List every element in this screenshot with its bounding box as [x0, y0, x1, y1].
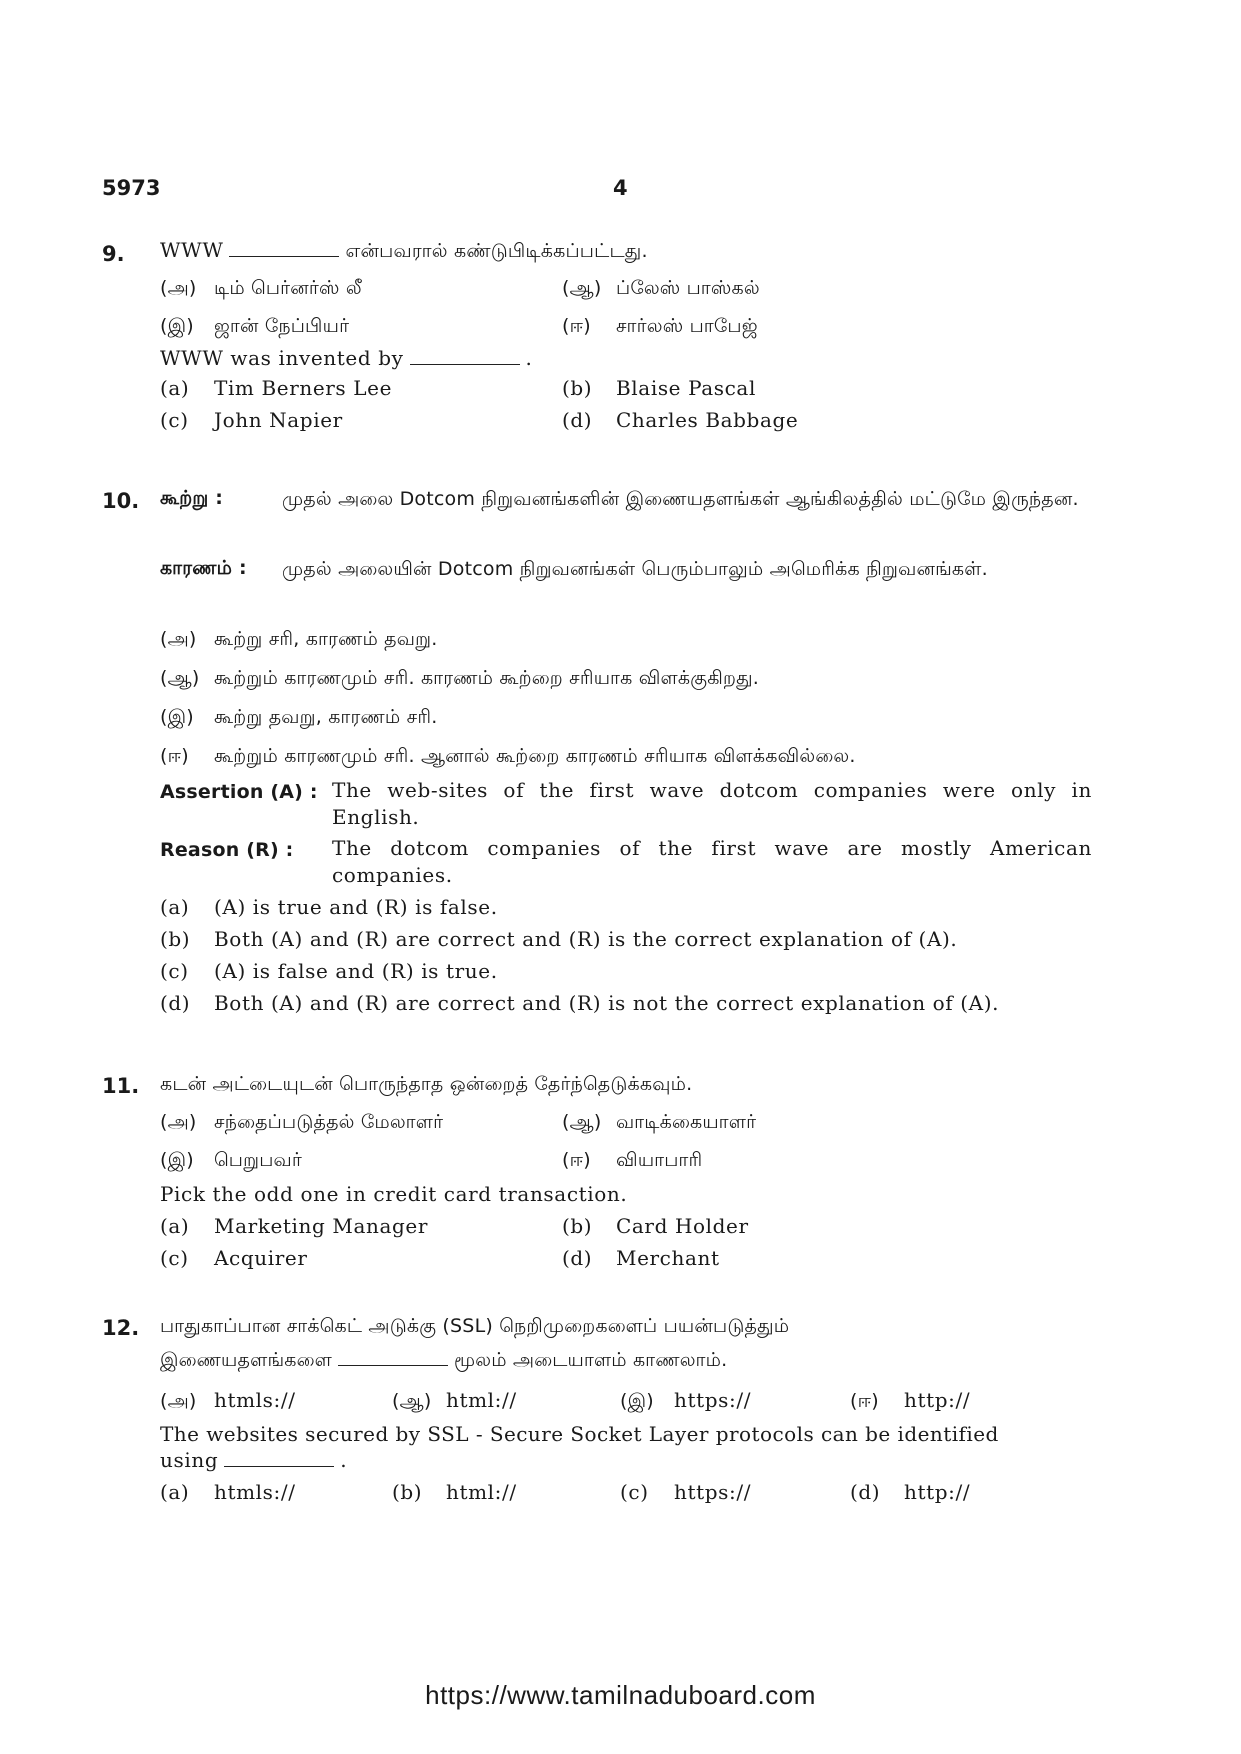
option-en-a: (a) htmls://: [160, 1480, 296, 1504]
option-ta-4: (ஈ) http://: [850, 1388, 971, 1412]
assertion-text-tamil: முதல் அலை Dotcom நிறுவனங்களின் இணையதளங்கள் ஆங்கிலத்தில் மட்டுமே இருந்தன.: [282, 488, 1079, 510]
option-ta-3: (இ) கூற்று தவறு, காரணம் சரி.: [160, 706, 438, 728]
option-en-a: (a) (A) is true and (R) is false.: [160, 895, 498, 919]
question-text-english-line1: The websites secured by SSL - Secure Socket Layer protocols can be identified: [160, 1422, 999, 1446]
option-ta-1: (அ) சந்தைப்படுத்தல் மேலாளர்: [160, 1111, 444, 1133]
option-en-c: (c) https://: [620, 1480, 752, 1504]
option-en-a: (a) Tim Berners Lee: [160, 376, 393, 400]
answer-blank: [229, 240, 339, 257]
footer-url[interactable]: https://www.tamilnaduboard.com: [425, 1680, 816, 1710]
option-ta-1: (அ) கூற்று சரி, காரணம் தவறு.: [160, 628, 438, 650]
option-en-b: (b) Blaise Pascal: [562, 376, 756, 400]
option-ta-2: (ஆ) html://: [392, 1388, 517, 1412]
option-ta-1: (அ) htmls://: [160, 1388, 296, 1412]
assertion-text-english: The web-sites of the first wave dotcom companies were only in English.: [332, 778, 1092, 829]
option-ta-3: (இ) பெறுபவர்: [160, 1149, 303, 1171]
paper-code: 5973: [102, 176, 161, 200]
page-number: 4: [613, 176, 628, 200]
question-text-english: Pick the odd one in credit card transaction.: [160, 1182, 628, 1206]
answer-blank: [224, 1450, 334, 1467]
assertion-label-english: Assertion (A) :: [160, 781, 318, 803]
option-en-d: (d) Charles Babbage: [562, 408, 799, 432]
option-en-c: (c) Acquirer: [160, 1246, 308, 1270]
question-number: 11.: [102, 1074, 140, 1098]
reason-text-tamil: முதல் அலையின் Dotcom நிறுவனங்கள் பெரும்பாலும் அமெரிக்க நிறுவனங்கள்.: [282, 558, 988, 580]
option-ta-4: (ஈ) வியாபாரி: [562, 1149, 703, 1171]
question-text-tamil: WWW என்பவரால் கண்டுபிடிக்கப்பட்டது.: [160, 238, 648, 262]
reason-label-english: Reason (R) :: [160, 839, 294, 861]
option-ta-2: (ஆ) கூற்றும் காரணமும் சரி. காரணம் கூற்றை சரியாக விளக்குகிறது.: [160, 667, 760, 689]
question-number: 9.: [102, 242, 125, 266]
option-en-d: (d) Merchant: [562, 1246, 720, 1270]
option-en-d: (d) http://: [850, 1480, 971, 1504]
question-text-english-line2: using .: [160, 1448, 348, 1472]
option-en-b: (b) Card Holder: [562, 1214, 749, 1238]
option-en-d: (d) Both (A) and (R) are correct and (R) is not the correct explanation of (A).: [160, 991, 1000, 1015]
question-number: 10.: [102, 489, 140, 513]
option-ta-2: (ஆ) வாடிக்கையாளர்: [562, 1111, 757, 1133]
option-ta-1: (அ) டிம் பெர்னர்ஸ் லீ: [160, 277, 362, 299]
option-ta-4: (ஈ) கூற்றும் காரணமும் சரி. ஆனால் கூற்றை காரணம் சரியாக விளக்கவில்லை.: [160, 745, 856, 767]
option-ta-2: (ஆ) ப்லேஸ் பாஸ்கல்: [562, 277, 760, 299]
assertion-label-tamil: கூற்று :: [160, 487, 224, 509]
reason-label-tamil: காரணம் :: [160, 557, 247, 579]
question-text-tamil-line1: பாதுகாப்பான சாக்கெட் அடுக்கு (SSL) நெறிமுறைகளைப் பயன்படுத்தும்: [160, 1315, 790, 1337]
option-ta-3: (இ) ஜான் நேப்பியர்: [160, 315, 350, 337]
question-number: 12.: [102, 1316, 140, 1340]
option-en-c: (c) (A) is false and (R) is true.: [160, 959, 498, 983]
option-en-b: (b) Both (A) and (R) are correct and (R) is the correct explanation of (A).: [160, 927, 958, 951]
question-text-english: WWW was invented by .: [160, 346, 533, 370]
question-text-tamil-line2: இணையதளங்களை மூலம் அடையாளம் காணலாம்.: [160, 1349, 728, 1371]
question-text-tamil: கடன் அட்டையுடன் பொருந்தாத ஒன்றைத் தேர்ந்தெடுக்கவும்.: [160, 1073, 693, 1095]
option-en-c: (c) John Napier: [160, 408, 343, 432]
option-en-a: (a) Marketing Manager: [160, 1214, 428, 1238]
answer-blank: [410, 348, 520, 365]
option-en-b: (b) html://: [392, 1480, 517, 1504]
option-ta-4: (ஈ) சார்லஸ் பாபேஜ்: [562, 315, 758, 337]
answer-blank: [338, 1349, 448, 1366]
option-ta-3: (இ) https://: [620, 1388, 752, 1412]
reason-text-english: The dotcom companies of the first wave are mostly American companies.: [332, 836, 1092, 887]
